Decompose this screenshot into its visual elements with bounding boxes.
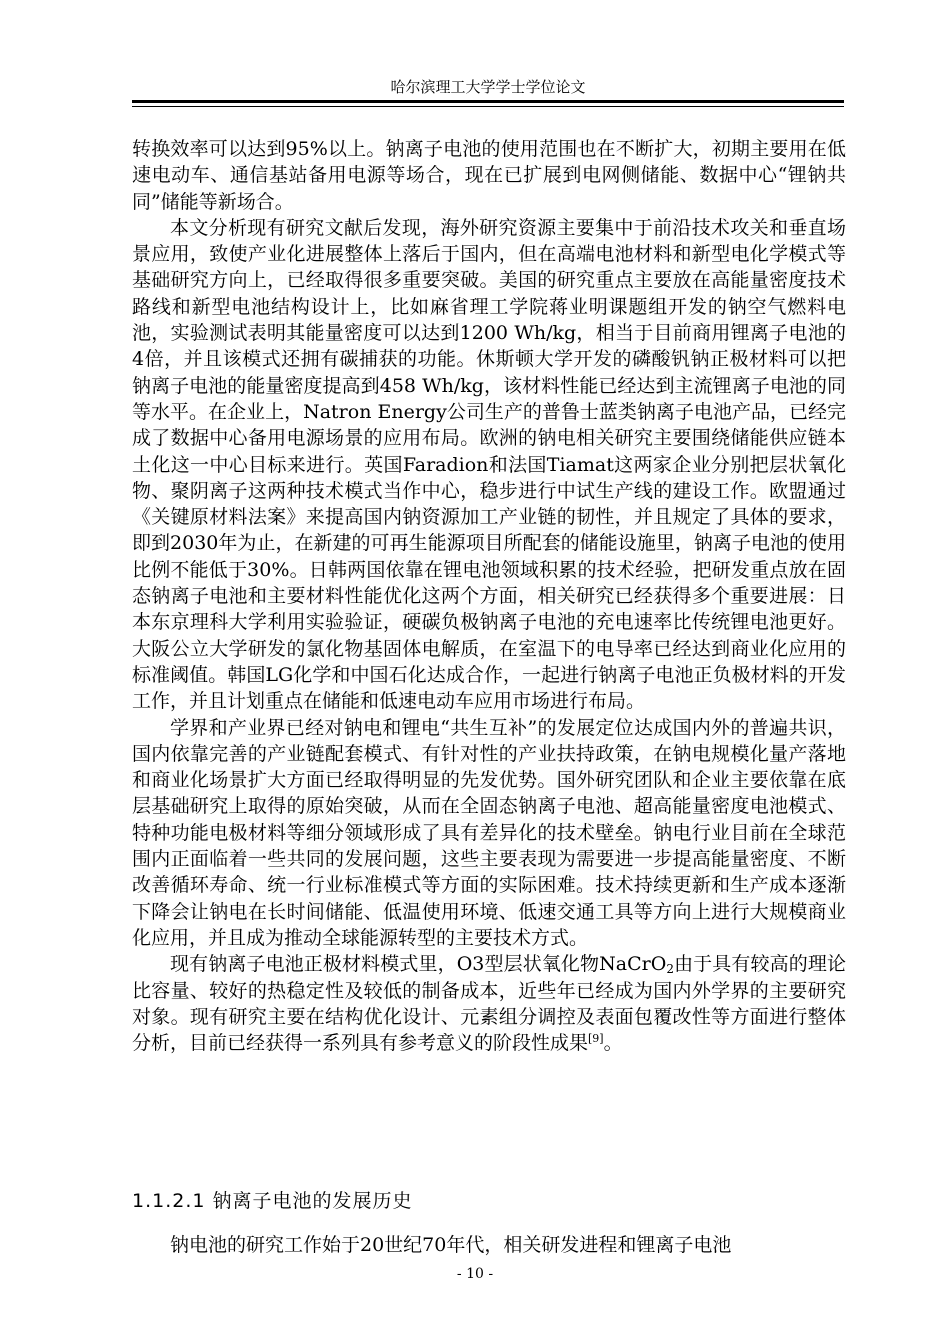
- paragraph-2: 本文分析现有研究文献后发现，海外研究资源主要集中于前沿技术攻关和垂直场景应用，致使产业化进展整体上落后于国内，但在高端电池材料和新型电化学模式等基础研究方向上，已经取得很多重要突破。美国的研究重点主要放在高能量密度技术路线和新型电池结构设计上，比如麻省理工学院蒋业明课题组开发的钠空气燃料电池，实验测试表明其能量密度可以达到1200 Wh/kg，相当于目前商用锂离子电池的4倍，并且该模式还拥有碳捕获的功能。休斯顿大学开发的磷酸钒钠正极材料可以把钠离子电池的能量密度提高到458 Wh/kg，该材料性能已经达到主流锂离子电池的同等水平。在企业上，Natron Energy公司生产的普鲁士蓝类钠离子电池产品，已经完成了数据中心备用电源场景的应用布局。欧洲的钠电相关研究主要围绕储能供应链本土化这一中心目标来进行。英国Faradion和法国Tiamat这两家企业分别把层状氧化物、聚阴离子这两种技术模式当作中心，稳步进行中试生产线的建设工作。欧盟通过《关键原材料法案》来提高国内钠资源加工产业链的韧性，并且规定了具体的要求，即到2030年为止，在新建的可再生能源项目所配套的储能设施里，钠离子电池的使用比例不能低于30%。日韩两国依靠在锂电池领域积累的技术经验，把研发重点放在固态钠离子电池和主要材料性能优化这两个方面，相关研究已经获得多个重要进展：日本东京理科大学利用实验验证，硬碳负极钠离子电池的充电速率比传统锂电池更好。大阪公立大学研发的氯化物基固体电解质，在室温下的电导率已经达到商业化应用的标准阈值。韩国LG化学和中国石化达成合作，一起进行钠离子电池正负极材料的开发工作，并且计划重点在储能和低速电动车应用市场进行布局。: [132, 216, 846, 713]
- body-text: [132, 136, 846, 1056]
- paragraph-4-part-2: 由于具有较高的理论比容量、较好的热稳定性及较低的制备成本，近些年已经成为国内外学界的主要研究对象。现有研究主要在结构优化设计、元素组分调控及表面包覆改性等方面进行整体分析，目前已经获得一系列具有参考意义的阶段性成果: [132, 953, 846, 1055]
- paragraph-5: 钠电池的研究工作始于20世纪70年代，相关研发进程和锂离子电池: [170, 1234, 732, 1256]
- running-header: 哈尔滨理工大学学士学位论文: [390, 78, 586, 96]
- page-number: - 10 -: [456, 1266, 494, 1282]
- paragraph-3: 学界和产业界已经对钠电和锂电“共生互补”的发展定位达成国内外的普遍共识，国内依靠完善的产业链配套模式、有针对性的产业扶持政策，在钠电规模化量产落地和商业化场景扩大方面已经取得明显的先发优势。国外研究团队和企业主要依靠在底层基础研究上取得的原始突破，从而在全固态钠离子电池、超高能量密度电池模式、特种功能电极材料等细分领域形成了具有差异化的技术壁垒。钠电行业目前在全球范围内正面临着一些共同的发展问题，这些主要表现为需要进一步提高能量密度、不断改善循环寿命、统一行业标准模式等方面的实际困难。技术持续更新和生产成本逐渐下降会让钠电在长时间储能、低温使用环境、低速交通工具等方向上进行大规模商业化应用，并且成为推动全球能源转型的主要技术方式。: [132, 716, 846, 949]
- paragraph-4-end: 。: [603, 1032, 623, 1055]
- citation-ref: [9]: [588, 1032, 604, 1046]
- paragraph-4: [132, 951, 846, 1056]
- subscript-2: 2: [666, 962, 674, 977]
- section-heading: 1.1.2.1 钠离子电池的发展历史: [132, 1190, 413, 1212]
- paragraph-4-part-1: 现有钠离子电池正极材料模式里，O3型层状氧化物NaCrO: [170, 953, 667, 976]
- paragraph-1: 转换效率可以达到95%以上。钠离子电池的使用范围也在不断扩大，初期主要用在低速电动车、通信基站备用电源等场合，现在已扩展到电网侧储能、数据中心“锂钠共同”储能等新场合。: [132, 138, 846, 213]
- header-rule-thin: [132, 106, 844, 107]
- header-rule-thick: [132, 100, 844, 103]
